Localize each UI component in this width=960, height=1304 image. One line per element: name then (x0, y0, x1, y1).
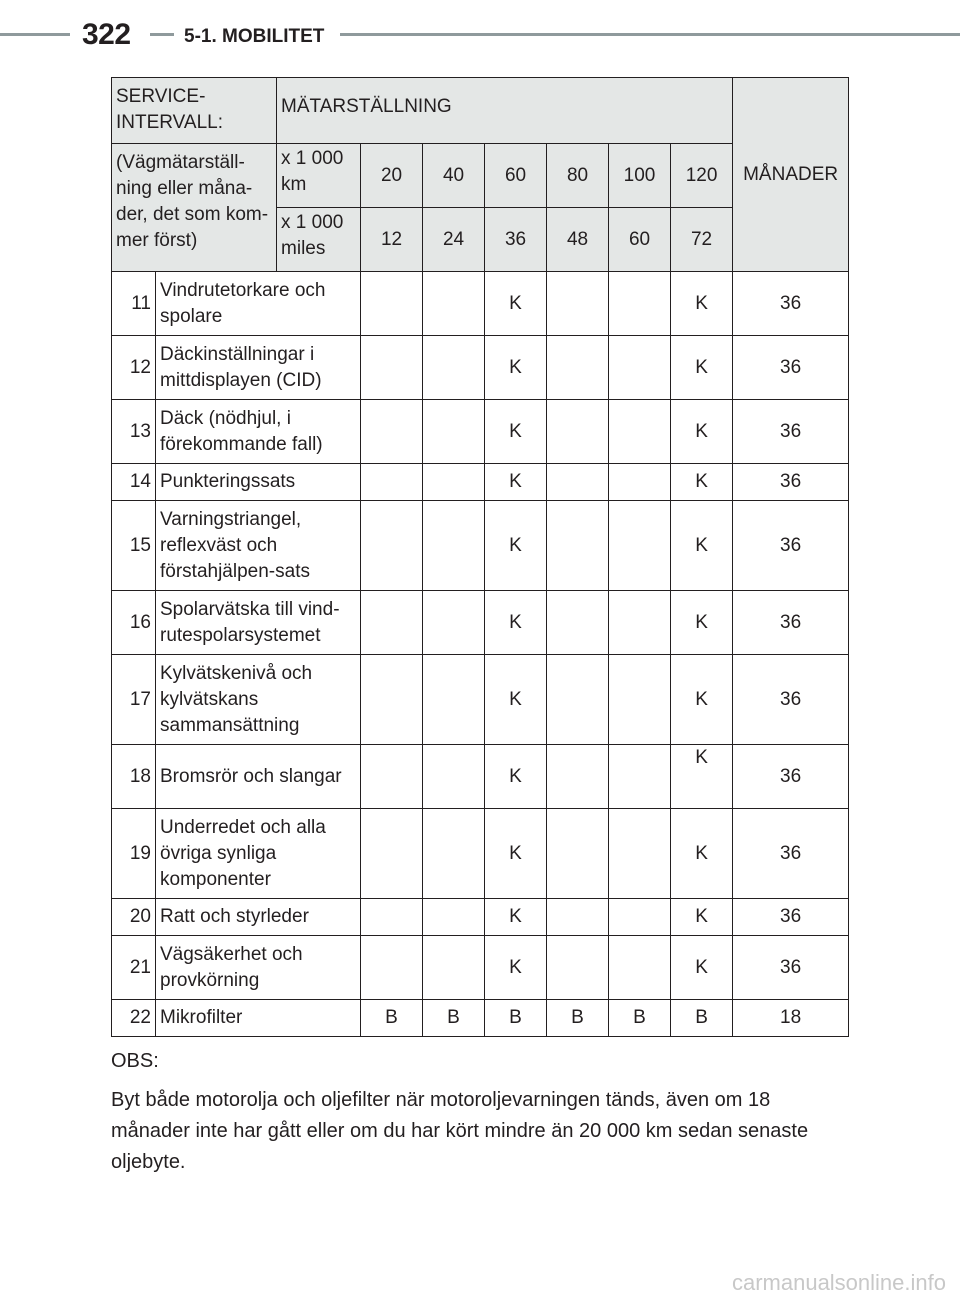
interval-cell: K (485, 336, 547, 400)
interval-cell (361, 591, 423, 655)
interval-cell (547, 464, 609, 501)
interval-cell (609, 936, 671, 1000)
months-cell: 36 (733, 655, 849, 745)
table-row (112, 400, 849, 464)
table-row (112, 936, 849, 1000)
interval-cell (361, 655, 423, 745)
item-number: 20 (112, 899, 156, 936)
months-cell: 36 (733, 464, 849, 501)
item-description: Kylvätskenivå och kylvätskans sammansättning (156, 655, 361, 745)
table-row (112, 899, 849, 936)
interval-cell (609, 745, 671, 809)
miles-unit: x 1 000 miles (277, 208, 361, 272)
item-number: 15 (112, 501, 156, 591)
interval-cell (361, 745, 423, 809)
interval-cell (423, 272, 485, 336)
months-cell: 36 (733, 899, 849, 936)
interval-cell (423, 745, 485, 809)
interval-cell (547, 809, 609, 899)
miles-value: 36 (485, 208, 547, 272)
interval-cell (423, 655, 485, 745)
interval-cell: K (671, 272, 733, 336)
interval-cell: K (671, 809, 733, 899)
table-row (112, 501, 849, 591)
item-number: 22 (112, 1000, 156, 1037)
service-interval-header: SERVICE- INTERVALL: (112, 78, 277, 144)
interval-cell: K (485, 591, 547, 655)
miles-value: 60 (609, 208, 671, 272)
km-value: 80 (547, 144, 609, 208)
interval-cell (547, 655, 609, 745)
table-row (112, 336, 849, 400)
item-description: Vindrutetorkare och spolare (156, 272, 361, 336)
interval-cell: B (671, 1000, 733, 1037)
condition-note: (Vägmätarställ- ning eller måna- der, det som kom- mer först) (112, 144, 277, 272)
interval-cell: B (609, 1000, 671, 1037)
interval-cell: K (671, 591, 733, 655)
item-description: Ratt och styrleder (156, 899, 361, 936)
km-value: 100 (609, 144, 671, 208)
interval-cell (547, 936, 609, 1000)
interval-cell (361, 336, 423, 400)
interval-cell (609, 400, 671, 464)
interval-cell: K (485, 464, 547, 501)
interval-cell (423, 899, 485, 936)
item-number: 14 (112, 464, 156, 501)
months-cell: 36 (733, 936, 849, 1000)
interval-cell: K (485, 745, 547, 809)
notes-section (111, 1046, 851, 1186)
header-rule (150, 33, 174, 36)
section-title: 5-1. MOBILITET (184, 26, 325, 47)
interval-cell (547, 899, 609, 936)
km-unit: x 1 000 km (277, 144, 361, 208)
interval-cell (423, 336, 485, 400)
notes-label: OBS: (111, 1050, 159, 1072)
odometer-header: MÄTARSTÄLLNING (277, 78, 733, 144)
interval-cell (423, 501, 485, 591)
item-number: 12 (112, 336, 156, 400)
interval-cell (609, 655, 671, 745)
interval-cell: K (485, 655, 547, 745)
interval-cell (423, 936, 485, 1000)
months-cell: 36 (733, 336, 849, 400)
interval-cell: K (671, 745, 733, 809)
item-description: Underredet och alla övriga synliga komponenter (156, 809, 361, 899)
interval-cell (547, 745, 609, 809)
item-number: 13 (112, 400, 156, 464)
months-cell: 36 (733, 809, 849, 899)
service-interval-table (111, 77, 849, 1037)
interval-cell (609, 809, 671, 899)
interval-cell (423, 400, 485, 464)
item-description: Varningstriangel, reflexväst och förstahjälpen-sats (156, 501, 361, 591)
interval-cell: K (671, 464, 733, 501)
header-rule (0, 33, 70, 36)
item-number: 11 (112, 272, 156, 336)
miles-value: 72 (671, 208, 733, 272)
interval-cell: K (671, 655, 733, 745)
item-description: Vägsäkerhet och provkörning (156, 936, 361, 1000)
interval-cell (361, 936, 423, 1000)
table-row (112, 1000, 849, 1037)
months-cell: 36 (733, 400, 849, 464)
table-row (112, 809, 849, 899)
table-header-row (112, 78, 849, 144)
interval-cell: K (671, 400, 733, 464)
item-number: 18 (112, 745, 156, 809)
km-value: 120 (671, 144, 733, 208)
watermark: carmanualsonline.info (731, 1270, 946, 1295)
item-description: Däck (nödhjul, i förekommande fall) (156, 400, 361, 464)
months-cell: 36 (733, 591, 849, 655)
months-cell: 18 (733, 1000, 849, 1037)
months-cell: 36 (733, 272, 849, 336)
interval-cell: K (485, 272, 547, 336)
interval-cell: B (361, 1000, 423, 1037)
interval-cell (609, 272, 671, 336)
months-cell: 36 (733, 745, 849, 809)
interval-cell: B (423, 1000, 485, 1037)
interval-cell: K (485, 400, 547, 464)
miles-value: 12 (361, 208, 423, 272)
item-number: 17 (112, 655, 156, 745)
months-header: MÅNADER (733, 78, 849, 272)
miles-value: 24 (423, 208, 485, 272)
table-row (112, 591, 849, 655)
interval-cell (361, 400, 423, 464)
interval-cell: K (671, 501, 733, 591)
interval-cell (547, 501, 609, 591)
km-value: 40 (423, 144, 485, 208)
item-description: Bromsrör och slangar (156, 745, 361, 809)
item-number: 16 (112, 591, 156, 655)
interval-cell: K (671, 936, 733, 1000)
interval-cell: K (671, 336, 733, 400)
table-row (112, 272, 849, 336)
item-description: Mikrofilter (156, 1000, 361, 1037)
table-row (112, 464, 849, 501)
interval-cell: K (485, 501, 547, 591)
interval-cell (423, 809, 485, 899)
interval-cell (609, 501, 671, 591)
interval-cell: K (671, 899, 733, 936)
interval-cell (547, 336, 609, 400)
km-value: 20 (361, 144, 423, 208)
item-number: 21 (112, 936, 156, 1000)
interval-cell (547, 272, 609, 336)
interval-cell (423, 464, 485, 501)
interval-cell (609, 591, 671, 655)
interval-cell (609, 899, 671, 936)
months-cell: 36 (733, 501, 849, 591)
interval-cell (609, 336, 671, 400)
interval-cell (361, 899, 423, 936)
table-row (112, 745, 849, 809)
interval-cell: B (485, 1000, 547, 1037)
km-value: 60 (485, 144, 547, 208)
item-description: Spolarvätska till vind- rutespolarsystemet (156, 591, 361, 655)
item-description: Däckinställningar i mittdisplayen (CID) (156, 336, 361, 400)
notes-text: Byt både motorolja och oljefilter när motoroljevarningen tänds, även om 18 månader inte har gått eller om du har kört mindre än 20 000 km sedan senaste oljebyte. (111, 1089, 809, 1173)
interval-cell: K (485, 809, 547, 899)
miles-value: 48 (547, 208, 609, 272)
interval-cell: K (485, 899, 547, 936)
table-row (112, 655, 849, 745)
interval-cell (609, 464, 671, 501)
interval-cell (361, 464, 423, 501)
item-description: Punkteringssats (156, 464, 361, 501)
page-header (0, 0, 960, 62)
interval-cell (547, 400, 609, 464)
interval-cell (361, 501, 423, 591)
interval-cell (361, 809, 423, 899)
header-rule (340, 33, 960, 36)
item-number: 19 (112, 809, 156, 899)
page-number: 322 (82, 18, 131, 51)
interval-cell (361, 272, 423, 336)
interval-cell (547, 591, 609, 655)
interval-cell: B (547, 1000, 609, 1037)
interval-cell: K (485, 936, 547, 1000)
interval-cell (423, 591, 485, 655)
